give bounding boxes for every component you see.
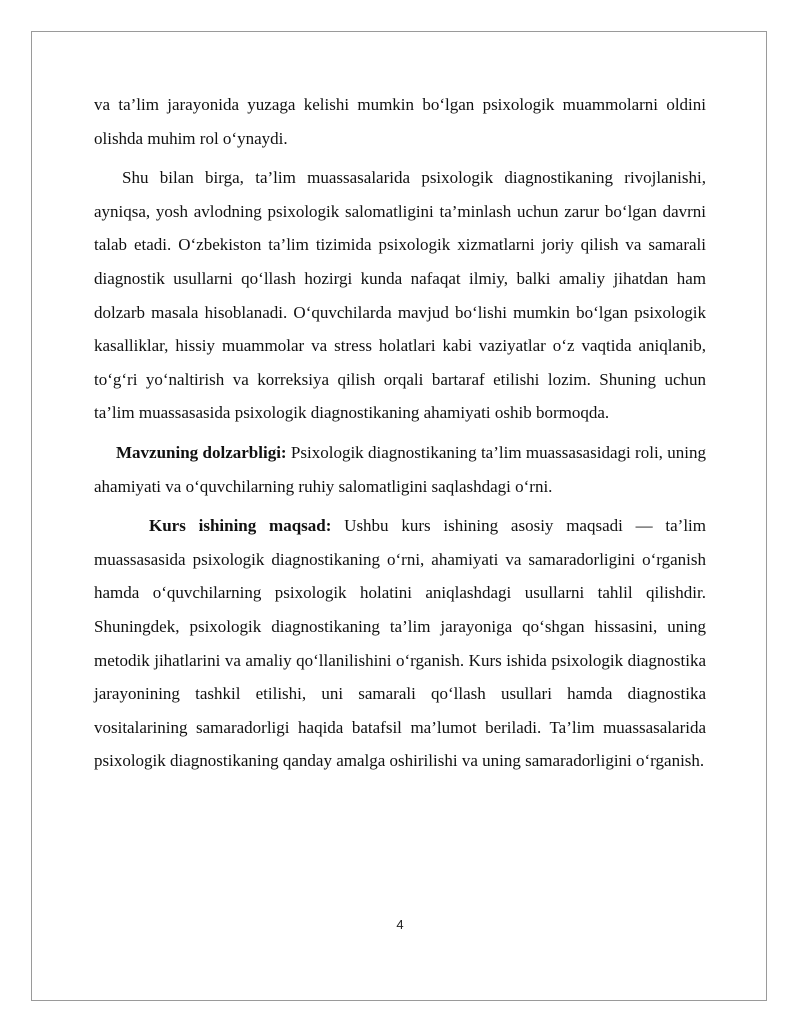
paragraph-topic-relevance xyxy=(94,436,706,503)
paragraph-continuation: va ta’lim jarayonida yuzaga kelishi mumkin bo‘lgan psixologik muammolarni oldini olishda muhim rol o‘ynaydi. xyxy=(94,95,706,148)
course-goal-heading: Kurs ishining maqsad: xyxy=(149,516,332,536)
topic-relevance-heading: Mavzuning dolzarbligi: xyxy=(116,442,287,462)
document-body xyxy=(94,88,706,778)
course-goal-text: Ushbu kurs ishining asosiy maqsadi — ta’lim muassasasida psixologik diagnostikaning o‘rni, ahamiyati va samaradorligini o‘rganish hamda o‘quvchilarning psixologik holatini aniqlashdagi usullarni tahlil qilishdir. Shuningdek, psixologik diagnostikaning ta’lim jarayoniga qo‘shgan hissasini, uning metodik jihatlarini va amaliy qo‘llanilishini o‘rganish. Kurs ishida psixologik diagnostika jarayonining tashkil etilishi, uni samarali qo‘llash usullari hamda diagnostika vositalarining samaradorligi haqida batafsil ma’lumot beriladi. Ta’lim muassasalarida psixologik diagnostikaning qanday amalga oshirilishi va uning samaradorligini o‘rganish. xyxy=(94,516,706,771)
paragraph-course-goal xyxy=(94,509,706,778)
page-number: 4 xyxy=(396,917,404,932)
topic-relevance-text: Psixologik diagnostikaning ta’lim muassasasidagi roli, uning ahamiyati va o‘quvchilarning ruhiy salomatligini saqlashdagi o‘rni. xyxy=(94,442,706,496)
paragraph-diagnostics-development: Shu bilan birga, ta’lim muassasalarida psixologik diagnostikaning rivojlanishi, ayniqsa, yosh avlodning psixologik salomatligini ta’minlash uchun zarur bo‘lgan davrni talab etadi. O‘zbekiston ta’lim tizimida psixologik xizmatlarni joriy qilish va samarali diagnostik usullarni qo‘llash hozirgi kunda nafaqat ilmiy, balki amaliy jihatdan ham dolzarb masala hisoblanadi. O‘quvchilarda mavjud bo‘lishi mumkin bo‘lgan psixologik kasalliklar, hissiy muammolar va stress holatlari kabi vaziyatlar o‘z vaqtida aniqlanib, to‘g‘ri yo‘naltirish va korreksiya qilish orqali bartaraf etilishi lozim. Shuning uchun ta’lim muassasasida psixologik diagnostikaning ahamiyati oshib bormoqda. xyxy=(94,168,706,423)
